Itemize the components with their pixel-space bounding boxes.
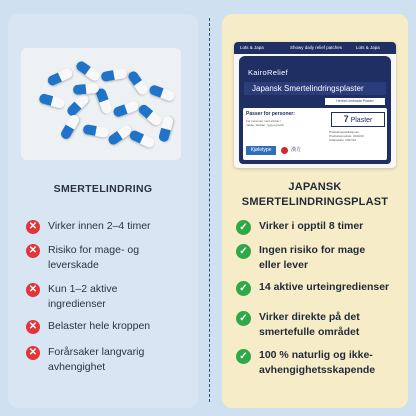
left-item xyxy=(26,219,196,234)
package-brand: KairoRelief xyxy=(248,68,288,77)
package-small-lines: Produktspesifikasjoner Produksjonsdato: 2023/10 Utløpsdato: 2027/10 xyxy=(329,130,364,142)
dashed-divider xyxy=(209,18,210,402)
package-label xyxy=(239,56,391,164)
package-subtitle: Herbal Umbrade Plaster xyxy=(325,98,385,105)
right-item xyxy=(236,219,406,235)
left-item-text: Virker innen 2–4 timer xyxy=(48,220,151,232)
check-circle-icon: ✓ xyxy=(236,349,251,364)
right-item-text: Ingen risiko for mage eller lever xyxy=(259,244,366,271)
package-info-lines: For personer med stivhet i nakke, skulder, rygg og ledd. xyxy=(246,119,285,127)
right-item xyxy=(236,310,406,340)
left-item-text: Kun 1–2 aktive ingredienser xyxy=(48,283,118,310)
check-circle-icon: ✓ xyxy=(236,244,251,259)
x-circle-icon: ✕ xyxy=(26,283,40,297)
package-top-mid: Showy daily relief patches xyxy=(290,45,343,50)
package-name: Japansk Smertelindringsplaster xyxy=(252,84,364,93)
left-item-text: Risiko for mage- og leverskade xyxy=(48,244,140,271)
left-item xyxy=(26,282,196,312)
left-title: SMERTELINDRING xyxy=(53,183,153,195)
package-count-label: Plaster xyxy=(350,117,373,124)
right-item-text: Virker direkte på det smertefulle området xyxy=(259,311,360,338)
package-top-right: Lots & Japa xyxy=(356,45,380,50)
right-title: JAPANSK SMERTELINDRINGSPLAST xyxy=(241,181,389,208)
left-item xyxy=(26,345,196,375)
left-item-text: Forårsaker langvarig avhengighet xyxy=(48,346,145,373)
package-name-band xyxy=(244,82,386,95)
left-item xyxy=(26,243,196,273)
right-item-text: 14 aktive urteingredienser xyxy=(259,281,390,293)
package-tag: Kjøletype xyxy=(246,146,276,155)
left-item xyxy=(26,319,196,334)
package-count xyxy=(331,112,385,127)
package-top-strip xyxy=(234,42,396,54)
patch-package-image xyxy=(234,42,396,168)
x-circle-icon: ✕ xyxy=(26,244,40,258)
right-item xyxy=(236,348,406,378)
japan-flag-icon xyxy=(281,147,288,154)
right-item xyxy=(236,243,406,273)
x-circle-icon: ✕ xyxy=(26,220,40,234)
pills-image xyxy=(21,48,181,160)
right-item-text: 100 % naturlig og ikke- avhengighetsskapende xyxy=(259,349,376,376)
package-info-box xyxy=(243,108,387,160)
left-item-text: Belaster hele kroppen xyxy=(48,320,151,332)
package-top-left: Lots & Japa xyxy=(240,45,264,50)
check-circle-icon: ✓ xyxy=(236,220,251,235)
package-count-number: 7 xyxy=(343,114,349,124)
x-circle-icon: ✕ xyxy=(26,320,40,334)
check-circle-icon: ✓ xyxy=(236,281,251,296)
package-kanji: 漢方 xyxy=(291,147,302,153)
right-item-text: Virker i opptil 8 timer xyxy=(259,220,364,232)
right-item xyxy=(236,280,406,296)
x-circle-icon: ✕ xyxy=(26,346,40,360)
package-info-heading: Passer for personer: xyxy=(246,111,295,117)
check-circle-icon: ✓ xyxy=(236,311,251,326)
